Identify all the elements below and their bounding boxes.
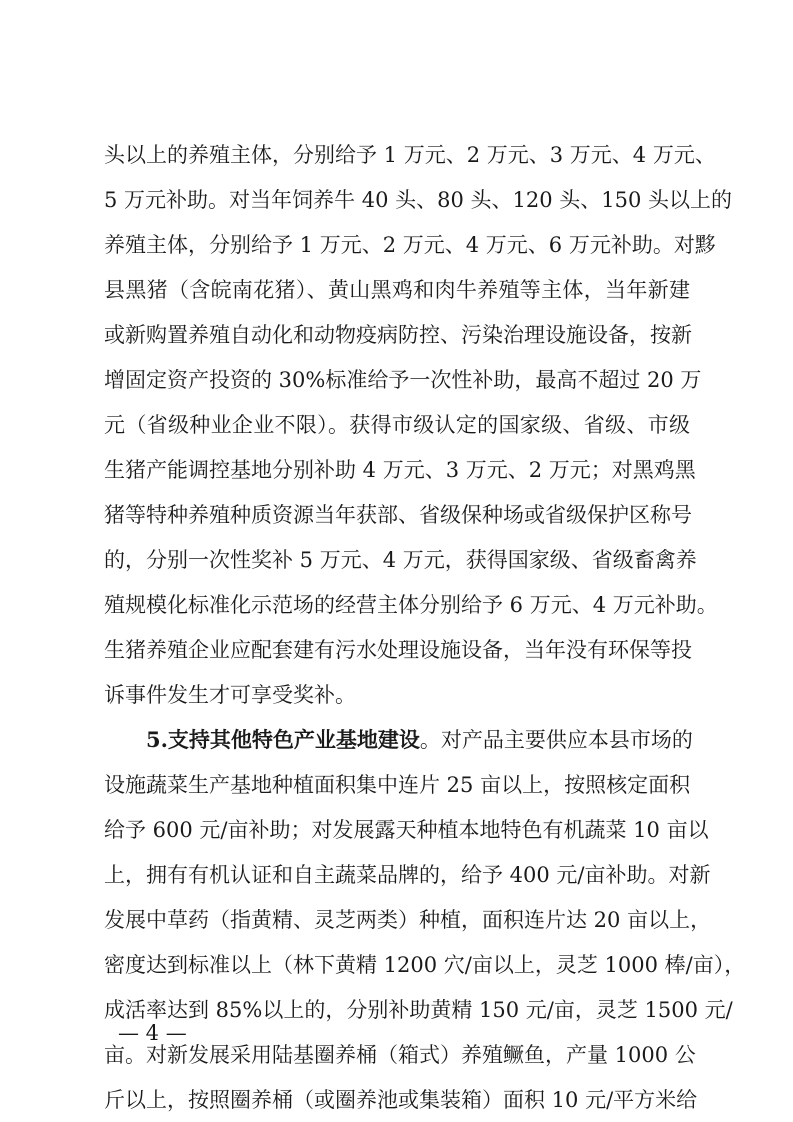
text-line: 发展中草药（指黄精、灵芝两类）种植，面积连片达 20 亩以上，	[104, 908, 712, 932]
text-line: 猪等特种养殖种质资源当年获部、省级保种场或省级保护区称号	[104, 503, 692, 527]
text-line: 成活率达到 85%以上的，分别补助黄精 150 元/亩，灵芝 1500 元/	[104, 998, 733, 1022]
text-line: 元（省级种业企业不限）。获得市级认定的国家级、省级、市级	[104, 413, 690, 437]
paragraph-heading-line	[146, 720, 693, 760]
text-line: 生猪养殖企业应配套建有污水处理设施设备，当年没有环保等投	[104, 638, 692, 662]
text-line: 县黑猪（含皖南花猪）、黄山黑鸡和肉牛养殖等主体，当年新建	[104, 278, 690, 302]
section-heading: 5.支持其他特色产业基地建设	[146, 727, 420, 752]
text-line: 头以上的养殖主体，分别给予 1 万元、2 万元、3 万元、4 万元、	[104, 143, 716, 167]
text-line: 殖规模化标准化示范场的经营主体分别给予 6 万元、4 万元补助。	[104, 593, 718, 617]
text-line: 密度达到标准以上（林下黄精 1200 穴/亩以上，灵芝 1000 棒/亩），	[104, 953, 746, 977]
text-line: 斤以上，按照圈养桶（或圈养池或集装箱）面积 10 元/平方米给	[104, 1088, 698, 1112]
page-number: — 4 —	[118, 1021, 187, 1045]
heading-line-rest: 。对产品主要供应本县市场的	[419, 728, 693, 752]
text-line: 增固定资产投资的 30%标准给予一次性补助，最高不超过 20 万	[104, 368, 702, 392]
text-line: 的，分别一次性奖补 5 万元、4 万元，获得国家级、省级畜禽养	[104, 548, 697, 572]
text-line: 养殖主体，分别给予 1 万元、2 万元、4 万元、6 万元补助。对黟	[104, 233, 716, 257]
text-line: 设施蔬菜生产基地种植面积集中连片 25 亩以上，按照核定面积	[104, 773, 691, 797]
text-line: 5 万元补助。对当年饲养牛 40 头、80 头、120 头、150 头以上的	[104, 188, 733, 212]
text-line: 诉事件发生才可享受奖补。	[104, 683, 356, 707]
text-line: 给予 600 元/亩补助；对发展露天种植本地特色有机蔬菜 10 亩以	[104, 818, 709, 842]
text-line: 亩。对新发展采用陆基圈养桶（箱式）养殖鳜鱼，产量 1000 公	[104, 1043, 696, 1067]
text-line: 上，拥有有机认证和自主蔬菜品牌的，给予 400 元/亩补助。对新	[104, 863, 711, 887]
text-line: 或新购置养殖自动化和动物疫病防控、污染治理设施设备，按新	[104, 323, 692, 347]
text-line: 生猪产能调控基地分别补助 4 万元、3 万元、2 万元；对黑鸡黑	[104, 458, 696, 482]
